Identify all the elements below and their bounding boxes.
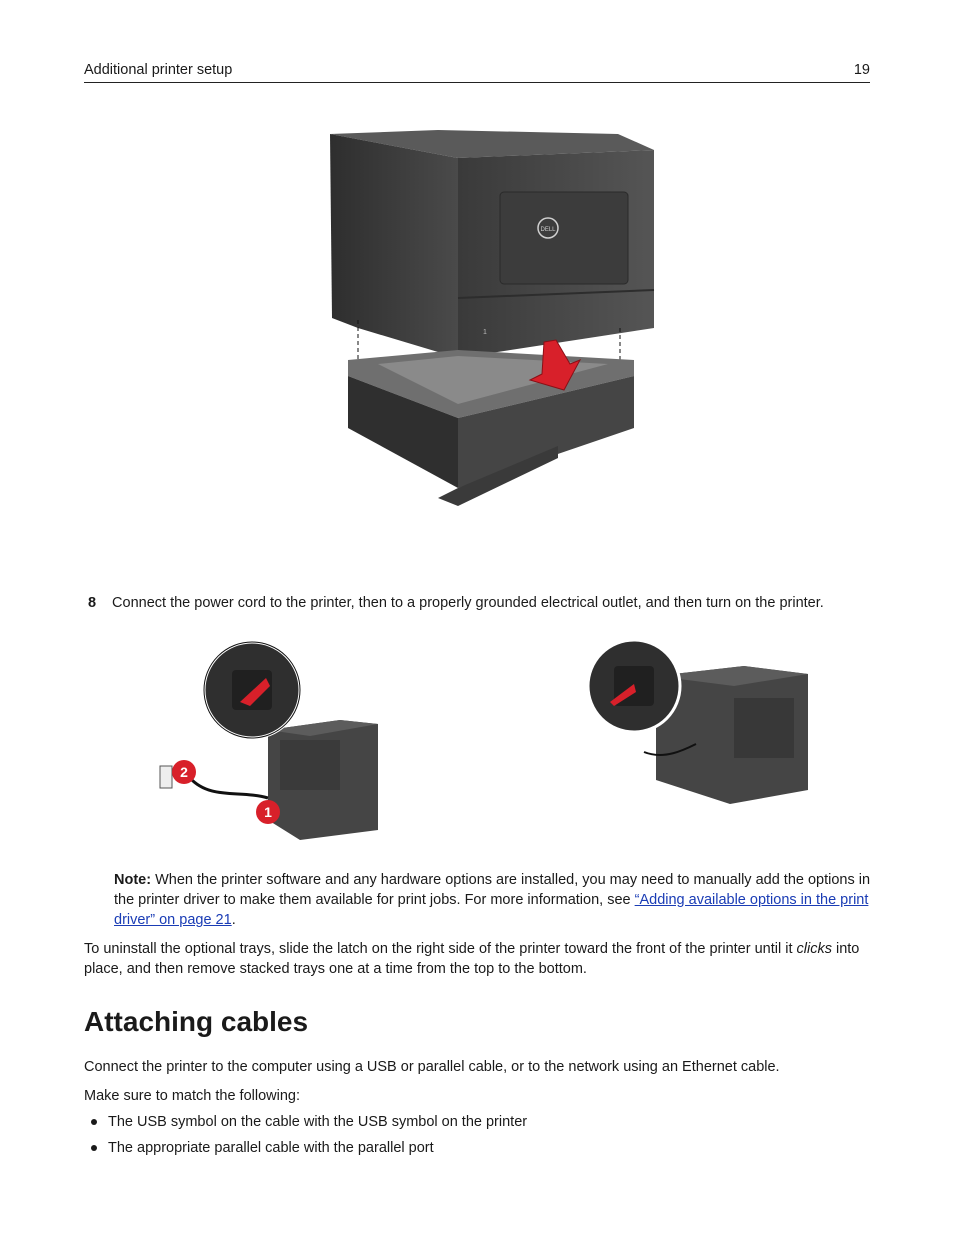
svg-text:2: 2 xyxy=(180,764,188,780)
power-cord-illustration xyxy=(150,640,382,852)
power-cord-illustration-alt xyxy=(584,640,812,812)
page-header xyxy=(84,60,870,83)
step-number: 8 xyxy=(88,595,97,611)
svg-text:DELL: DELL xyxy=(540,227,556,233)
match-paragraph: Make sure to match the following: xyxy=(84,1088,300,1104)
section-heading: Attaching cables xyxy=(84,1006,309,1037)
printer-tray-illustration xyxy=(318,128,658,578)
note-block xyxy=(114,870,874,930)
svg-text:1: 1 xyxy=(483,329,487,336)
intro-paragraph: Connect the printer to the computer using a USB or parallel cable, or to the network using an Ethernet cable. xyxy=(84,1059,780,1075)
note-end: . xyxy=(231,912,236,928)
note-label: Note: xyxy=(114,872,152,888)
list-item-text: The appropriate parallel cable with the parallel port xyxy=(108,1140,434,1156)
bullet-icon xyxy=(91,1119,97,1125)
uninstall-text-2: into place, and then remove stacked trays one at a time from the top to the bottom. xyxy=(84,941,860,977)
note-text: When the printer software and any hardware options are installed, you may need to manually add the options in the printer driver to make them available for print jobs. For more information, see xyxy=(114,872,871,908)
svg-text:1: 1 xyxy=(264,804,272,820)
uninstall-text-1: To uninstall the optional trays, slide the latch on the right side of the printer toward the front of the printer until it xyxy=(84,941,797,957)
step-text: Connect the power cord to the printer, then to a properly grounded electrical outlet, and then turn on the printer. xyxy=(112,595,824,611)
bullet-icon xyxy=(91,1145,97,1151)
uninstall-emphasis: clicks xyxy=(796,941,832,957)
page-number: 19 xyxy=(853,62,870,78)
list-item xyxy=(88,1138,527,1164)
bullet-list xyxy=(88,1112,527,1164)
adding-options-link[interactable]: “Adding available options in the print driver” on page 21 xyxy=(114,892,869,928)
list-item xyxy=(88,1112,527,1138)
uninstall-paragraph xyxy=(84,939,874,979)
list-item-text: The USB symbol on the cable with the USB symbol on the printer xyxy=(108,1114,528,1130)
section-title: Additional printer setup xyxy=(84,62,233,78)
step-8 xyxy=(88,595,888,611)
